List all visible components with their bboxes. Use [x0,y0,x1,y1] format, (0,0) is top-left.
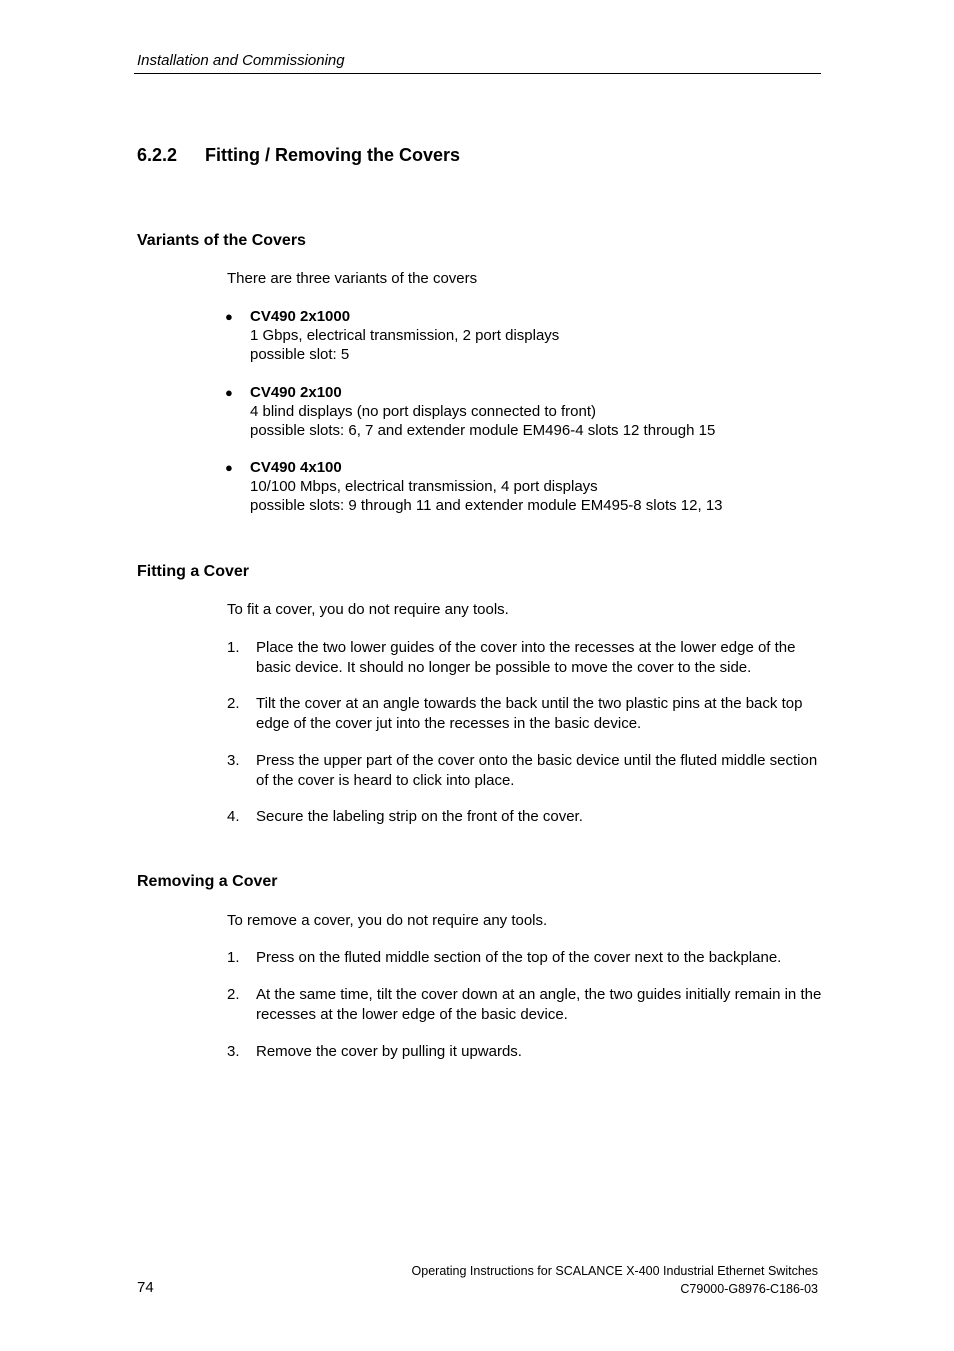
removing-intro: To remove a cover, you do not require any tools. [227,912,548,929]
bullet-icon: ● [225,309,233,324]
bullet-icon: ● [225,385,233,400]
step-text: Place the two lower guides of the cover into the recesses at the lower edge of the basic device. It should no longer be possible to move the cover to the side. [256,639,796,676]
step-number: 3. [227,1043,240,1060]
step-number: 4. [227,808,240,825]
variant-detail: possible slots: 9 through 11 and extender module EM495-8 slots 12, 13 [250,497,723,514]
section-number: 6.2.2 [137,145,178,165]
step-number: 2. [227,986,240,1003]
step-number: 3. [227,752,240,769]
fitting-heading: Fitting a Cover [137,563,250,580]
step-number: 1. [227,639,240,656]
header-divider [134,73,821,74]
variant-item [250,307,559,364]
variant-title: CV490 2x100 [250,384,342,401]
step-text: Tilt the cover at an angle towards the back until the two plastic pins at the back top edge of the cover jut into the recesses in the basic device. [256,695,803,732]
step-number: 1. [227,949,240,966]
variant-title: CV490 2x1000 [250,308,351,325]
step-number: 2. [227,695,240,712]
variant-detail: 4 blind displays (no port displays connected to front) [250,403,597,420]
variant-detail: possible slots: 6, 7 and extender module EM496-4 slots 12 through 15 [250,422,716,439]
variants-intro: There are three variants of the covers [227,270,478,287]
variant-item [250,458,723,515]
running-header: Installation and Commissioning [137,52,345,69]
variant-title: CV490 4x100 [250,459,342,476]
step-text: Secure the labeling strip on the front of the cover. [256,808,583,825]
variant-item [250,383,715,440]
step-text: Press on the fluted middle section of the top of the cover next to the backplane. [256,949,782,966]
step-text: At the same time, tilt the cover down at an angle, the two guides initially remain in the recesses at the lower edge of the basic device. [256,986,822,1023]
footer-doc-id: C79000-G8976-C186-03 [680,1282,818,1296]
variants-heading: Variants of the Covers [137,232,306,249]
fitting-intro: To fit a cover, you do not require any tools. [227,601,509,618]
footer-doc-title: Operating Instructions for SCALANCE X-400 Industrial Ethernet Switches [411,1264,818,1278]
variant-detail: 1 Gbps, electrical transmission, 2 port displays [250,327,560,344]
variant-detail: possible slot: 5 [250,346,350,363]
step-text: Press the upper part of the cover onto the basic device until the fluted middle section of the cover is heard to click into place. [256,752,818,789]
variant-detail: 10/100 Mbps, electrical transmission, 4 port displays [250,478,598,495]
bullet-icon: ● [225,460,233,475]
page-number: 74 [137,1279,154,1296]
section-title: Fitting / Removing the Covers [205,145,461,165]
step-text: Remove the cover by pulling it upwards. [256,1043,522,1060]
removing-heading: Removing a Cover [137,873,278,890]
